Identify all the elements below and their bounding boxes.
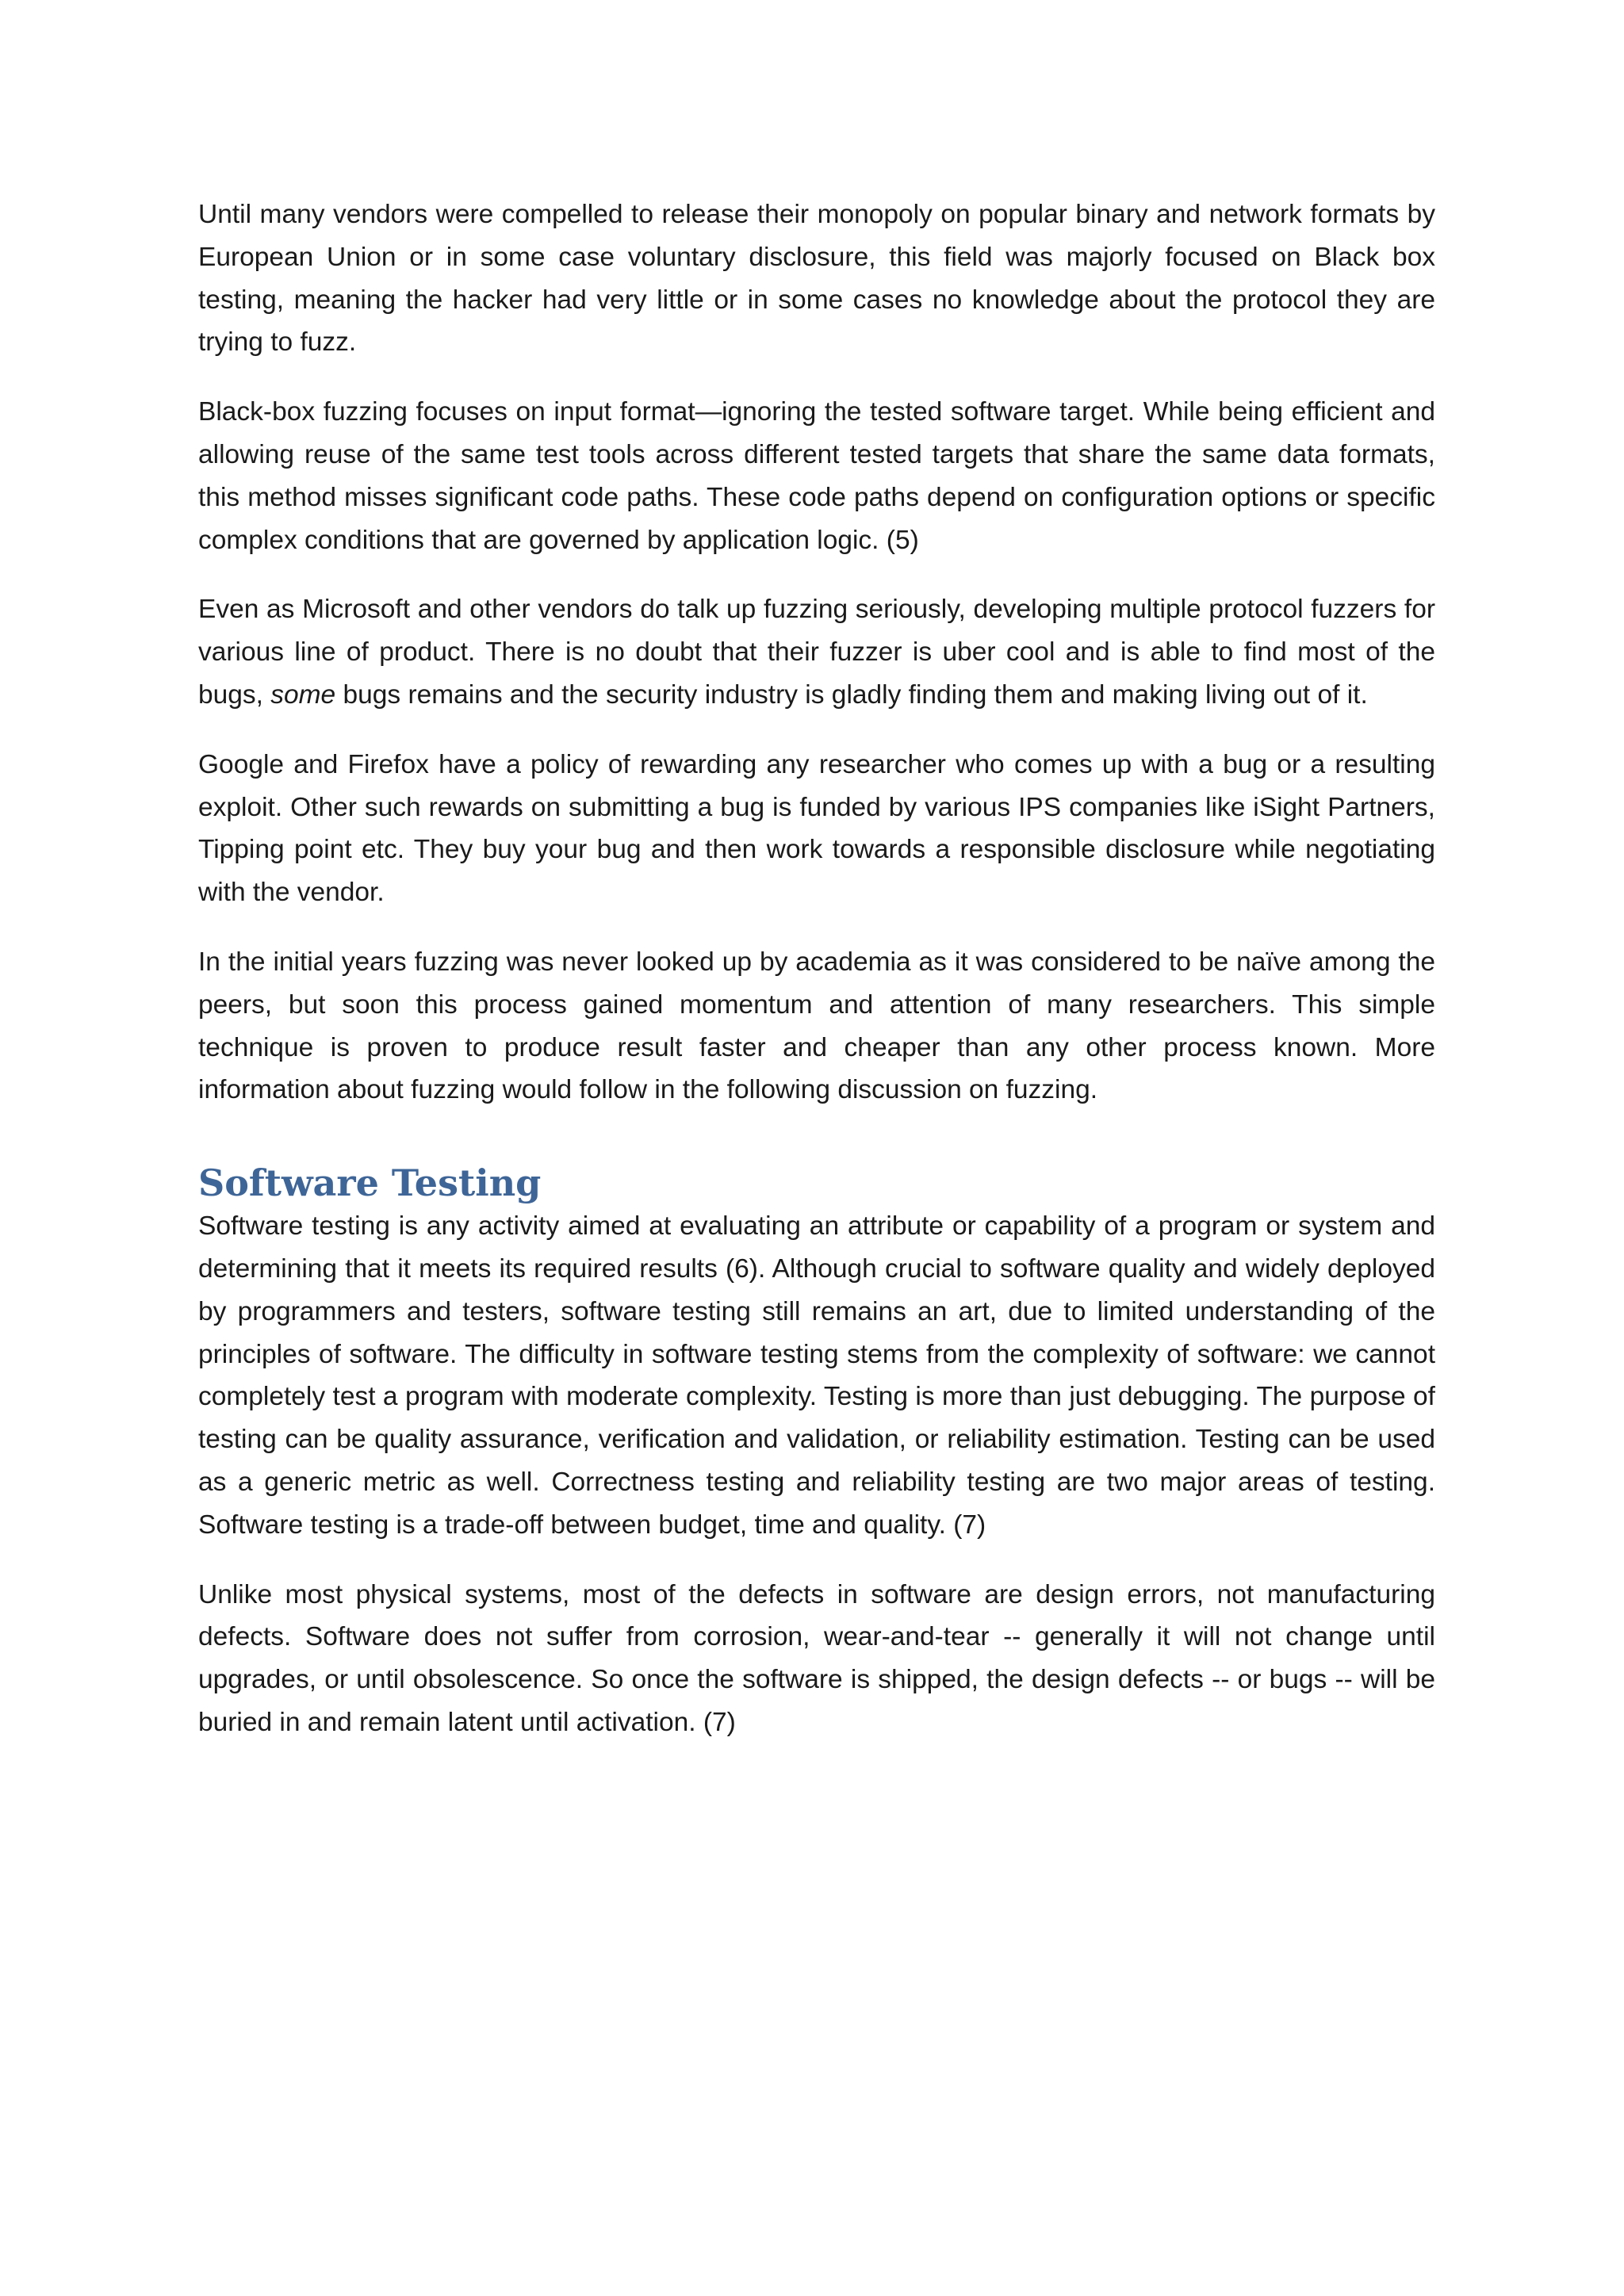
paragraph-academia: In the initial years fuzzing was never looked up by academia as it was considered to be naïve among the peers, but soon this process gained momentum and attention of many researchers. This simple technique is proven to produce result faster and cheaper than any other process known. More information about fuzzing would follow in the following discussion on fuzzing. <box>198 947 1435 1105</box>
paragraph-bug-rewards: Google and Firefox have a policy of rewarding any researcher who comes up with a bug or a resulting exploit. Other such rewards on submitting a bug is funded by various IPS companies like iSight Partners, Tipping point etc. They buy your bug and then work towards a responsible disclosure while negotiating with the vendor. <box>198 749 1435 908</box>
document-body <box>198 193 1435 1771</box>
paragraph-microsoft-fuzzing <box>198 588 1435 716</box>
microsoft-text-before: Even as Microsoft and other vendors do talk up fuzzing seriously, developing multiple protocol fuzzers for various line of product. There is no doubt that their fuzzer is uber cool and is able to find most of the bugs, <box>198 595 1435 710</box>
paragraph-design-defects: Unlike most physical systems, most of the defects in software are design errors, not manufacturing defects. Software does not suffer from corrosion, wear-and-tear -- generally it will not change until upgrades, or until obsolescence. So once the software is shipped, the design defects -- or bugs -- will be buried in and remain latent until activation. (7) <box>198 1579 1435 1737</box>
microsoft-text-after: bugs remains and the security industry is gladly finding them and making living out of it. <box>335 679 1368 710</box>
emphasis-some: some <box>270 679 336 710</box>
section-heading-software-testing: Software Testing <box>198 1161 542 1205</box>
paragraph-software-testing-definition: Software testing is any activity aimed at evaluating an attribute or capability of a program or system and determining that it meets its required results (6). Although crucial to software quality and widely deployed by programmers and testers, software testing still remains an art, due to limited understanding of the principles of software. The difficulty in software testing stems from the complexity of software: we cannot completely test a program with moderate complexity. Testing is more than just debugging. The purpose of testing can be quality assurance, verification and validation, or reliability estimation. Testing can be used as a generic metric as well. Correctness testing and reliability testing are two major areas of testing. Software testing is a trade-off between budget, time and quality. (7) <box>198 1211 1435 1540</box>
paragraph-vendors-disclosure: Until many vendors were compelled to release their monopoly on popular binary and network formats by European Union or in some case voluntary disclosure, this field was majorly focused on Black box testing, meaning the hacker had very little or in some cases no knowledge about the protocol they are trying to fuzz. <box>198 200 1435 358</box>
paragraph-black-box-fuzzing: Black-box fuzzing focuses on input format—ignoring the tested software target. While being efficient and allowing reuse of the same test tools across different tested targets that share the same data formats, this method misses significant code paths. These code paths depend on configuration options or specific complex conditions that are governed by application logic. (5) <box>198 397 1435 555</box>
